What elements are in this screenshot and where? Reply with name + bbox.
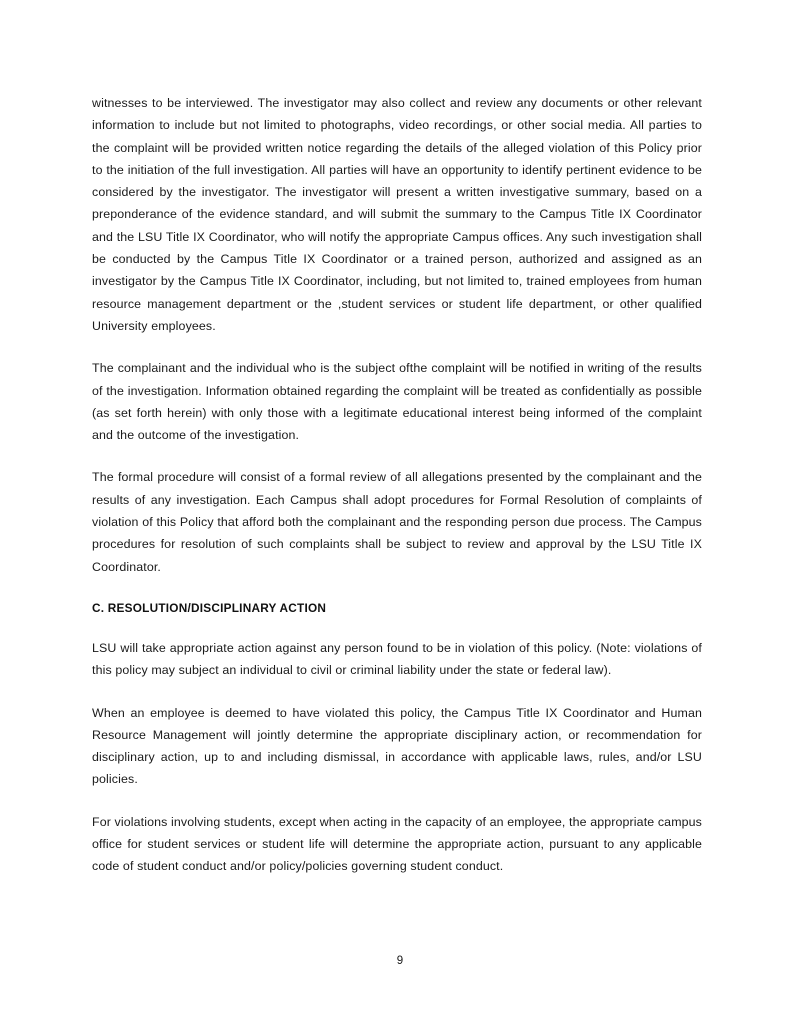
- paragraph-notification-confidentiality: The complainant and the individual who is the subject ofthe complaint will be notified in writing of the results of the investigation. Information obtained regarding the complaint will be treated as confidentially as possible (as set forth herein) with only those with a legitimate educational interest being informed of the complaint and the outcome of the investigation.: [92, 361, 702, 443]
- paragraph-student-violation: For violations involving students, except when acting in the capacity of an employee, the appropriate campus office for student services or student life will determine the appropriate action, pursuant to any applicable code of student conduct and/or policy/policies governing student conduct.: [92, 814, 702, 874]
- section-heading-resolution-disciplinary-action: C. RESOLUTION/DISCIPLINARY ACTION: [92, 600, 327, 615]
- paragraph-employee-violation: When an employee is deemed to have violated this policy, the Campus Title IX Coordinator and Human Resource Management will jointly determine the appropriate disciplinary action, or recommendation for disciplinary action, up to and including dismissal, in accordance with applicable laws, rules, and/or LSU policies.: [92, 705, 702, 787]
- paragraph-appropriate-action: LSU will take appropriate action against any person found to be in violation of this policy. (Note: violations of this policy may subject an individual to civil or criminal liability under the state or federal law).: [92, 640, 702, 678]
- paragraph-formal-procedure: The formal procedure will consist of a formal review of all allegations presented by the complainant and the results of any investigation. Each Campus shall adopt procedures for Formal Resolution of complaints of violation of this Policy that afford both the complainant and the responding person due process. The Campus procedures for resolution of such complaints shall be subject to review and approval by the LSU Title IX Coordinator.: [92, 470, 702, 574]
- page-number: 9: [396, 955, 404, 967]
- page-body: [92, 92, 702, 897]
- paragraph-investigation-process: witnesses to be interviewed. The investigator may also collect and review any documents or other relevant information to include but not limited to photographs, video recordings, or other social media. All parties to the complaint will be provided written notice regarding the details of the alleged violation of this Policy prior to the initiation of the full investigation. All parties will have an opportunity to identify pertinent evidence to be considered by the investigator. The investigator will present a written investigative summary, based on a preponderance of the evidence standard, and will submit the summary to the Campus Title IX Coordinator and the LSU Title IX Coordinator, who will notify the appropriate Campus offices. Any such investigation shall be conducted by the Campus Title IX Coordinator or a trained person, authorized and assigned as an investigator by the Campus Title IX Coordinator, including, but not limited to, trained employees from human resource management department or the ,student services or student life department, or other qualified University employees.: [92, 96, 702, 333]
